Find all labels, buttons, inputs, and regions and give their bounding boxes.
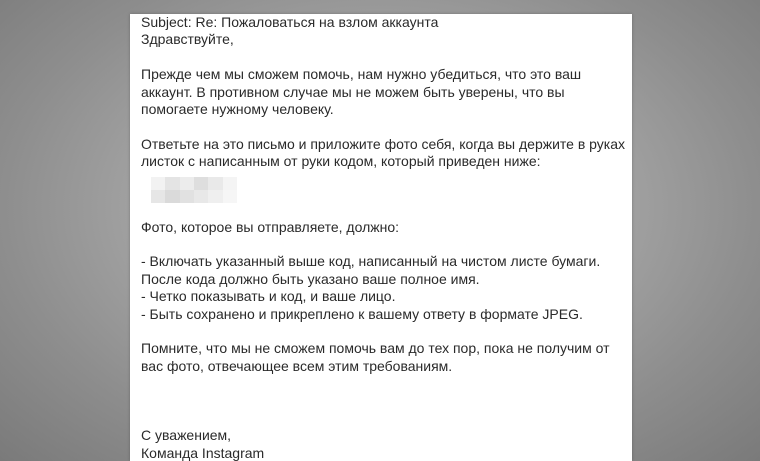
blurred-verification-code xyxy=(151,177,237,203)
requirement-line-1: - Включать указанный выше код, написанный на чистом листе бумаги. xyxy=(141,253,601,270)
email-subject: Subject: Re: Пожаловаться на взлом аккаунта xyxy=(141,14,439,30)
requirement-line-2: После кода должно быть указано ваше полное имя. xyxy=(141,270,480,287)
paragraph-spacer xyxy=(141,410,626,427)
paragraph-1-line-3: помогаете нужному человеку. xyxy=(141,101,334,118)
paragraph-2-line-2: листок с написанным от руки кодом, который приведен ниже: xyxy=(141,153,541,170)
paragraph-spacer xyxy=(141,49,626,66)
email-signoff: С уважением, xyxy=(141,427,232,444)
paragraph-spacer xyxy=(141,118,626,135)
requirements-intro: Фото, которое вы отправляете, должно: xyxy=(141,218,400,235)
paragraph-2-line-1: Ответьте на это письмо и приложите фото себя, когда вы держите в руках xyxy=(141,135,626,152)
paragraph-1-line-2: аккаунт. В противном случае мы не можем быть уверены, что вы xyxy=(141,83,565,100)
email-signature: Команда Instagram xyxy=(141,444,265,461)
paragraph-spacer xyxy=(141,236,626,253)
paragraph-1-line-1: Прежде чем мы сможем помочь, нам нужно убедиться, что это ваш xyxy=(141,66,582,83)
requirement-line-4: - Быть сохранено и прикреплено к вашему ответу в формате JPEG. xyxy=(141,305,583,322)
email-greeting: Здравствуйте, xyxy=(141,31,234,48)
paragraph-spacer xyxy=(141,323,626,340)
email-message-panel xyxy=(130,14,632,461)
paragraph-3-line-1: Помните, что мы не сможем помочь вам до тех пор, пока не получим от xyxy=(141,340,610,357)
requirement-line-3: - Четко показывать и код, и ваше лицо. xyxy=(141,288,396,305)
blurred-code-area xyxy=(141,173,626,209)
signature-spacer xyxy=(141,375,626,410)
paragraph-3-line-2: вас фото, отвечающее всем этим требованиям. xyxy=(141,357,453,374)
email-body xyxy=(141,14,626,461)
